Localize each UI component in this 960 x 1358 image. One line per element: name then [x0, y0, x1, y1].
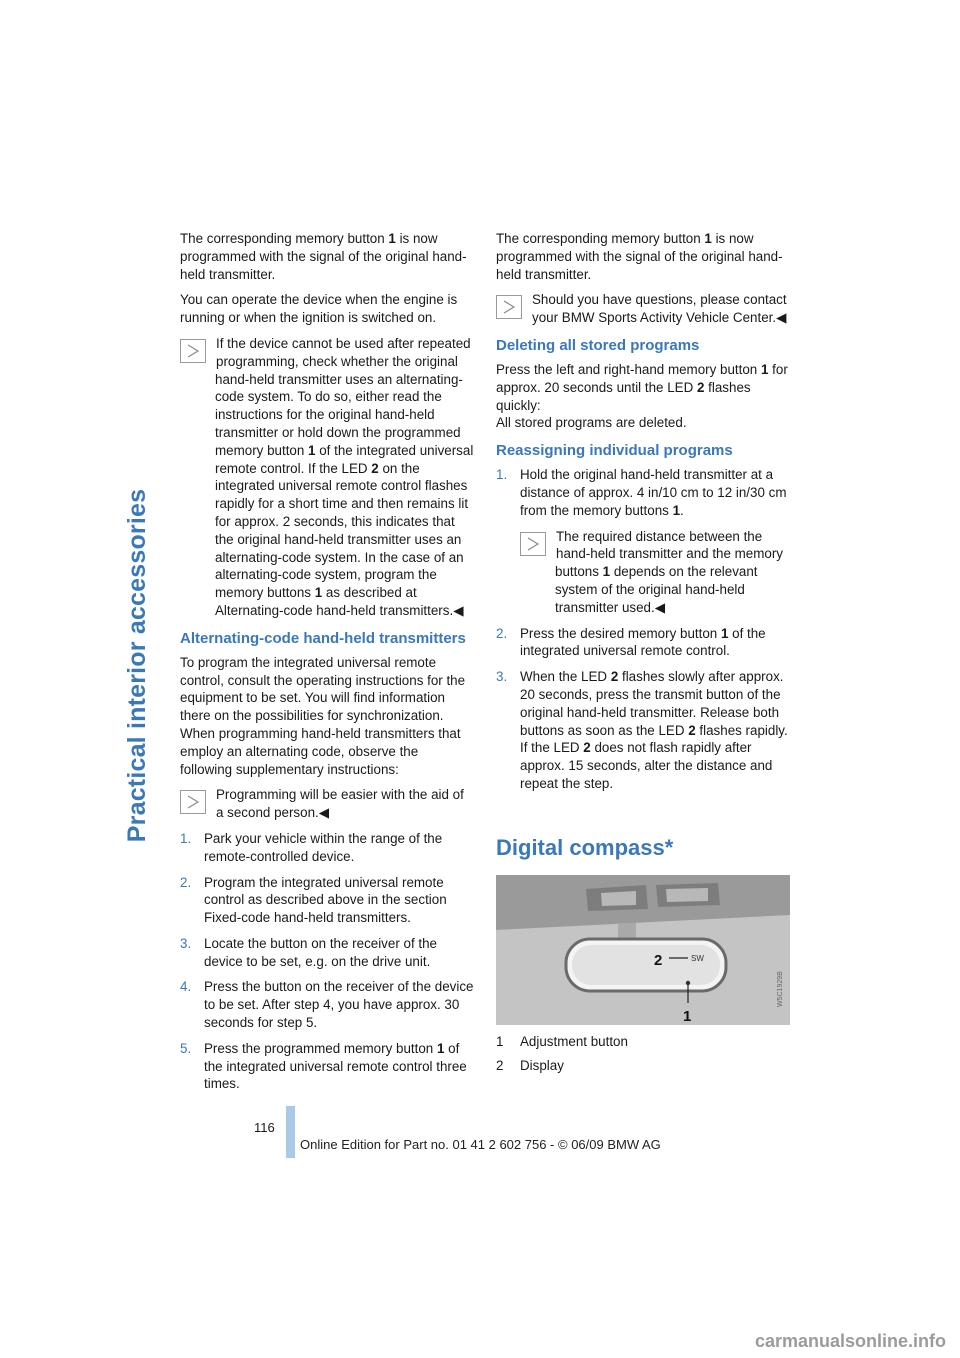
- right-note-2: [520, 528, 790, 617]
- note-icon: [496, 295, 522, 319]
- step-text: Press the desired memory button 1 of the integrated universal remote control.: [520, 625, 766, 659]
- note-icon: [180, 339, 206, 363]
- step-number: 1.: [180, 830, 192, 846]
- left-column: [180, 230, 474, 1101]
- bold-ref: ◀: [318, 805, 330, 821]
- page-number: 116: [254, 1120, 275, 1135]
- legend-row: [496, 1057, 790, 1075]
- bold-ref: ◀: [654, 599, 666, 615]
- bold-ref: 2: [696, 379, 705, 395]
- left-steps-list: [180, 830, 474, 1093]
- left-note-1: [180, 335, 474, 620]
- bold-ref: 1: [672, 502, 681, 518]
- step-number: 2.: [496, 625, 508, 641]
- bold-ref: 1: [704, 231, 712, 246]
- step-number: 3.: [180, 935, 192, 951]
- label-1: 1: [683, 1007, 692, 1025]
- step-number: 2.: [180, 874, 192, 890]
- step-number: 5.: [180, 1040, 192, 1056]
- heading-reassigning-programs: Reassigning individual programs: [496, 442, 733, 460]
- left-paragraph-1: The corresponding memory button 1 is now programmed with the signal of the original hand-held transmitter.: [180, 231, 467, 282]
- bold-ref: 2: [583, 740, 591, 756]
- right-note-1: [496, 291, 790, 327]
- legend-value: Display: [520, 1057, 564, 1073]
- bold-ref: 1: [388, 231, 396, 246]
- step-item: [180, 874, 474, 927]
- step-text: Park your vehicle within the range of the remote-controlled device.: [204, 830, 443, 864]
- step-item: [496, 668, 790, 793]
- step-item: [180, 1040, 474, 1093]
- legend-key: 1: [496, 1033, 504, 1049]
- right-step-1: [496, 466, 790, 519]
- label-2: 2: [654, 951, 663, 969]
- bold-ref: 1: [308, 442, 316, 458]
- right-column: [496, 230, 790, 1080]
- bold-ref: ◀: [776, 310, 787, 326]
- bold-ref: 2: [371, 460, 379, 476]
- bold-ref: 2: [688, 722, 696, 738]
- side-title-text: Practical interior accessories: [123, 488, 152, 842]
- right-paragraph-3: All stored programs are deleted.: [496, 415, 687, 431]
- section-side-title: [118, 230, 158, 1100]
- right-steps-list-b: [496, 625, 790, 793]
- heading-alternating-code: Alternating-code hand-held transmitters: [180, 629, 466, 647]
- step-text: When the LED 2 flashes slowly after approx. 20 seconds, press the transmit button of the original hand-held transmitter. Release both buttons as soon as the LED 2 flashes rapidly. If the LED 2 does not flash rapidly after approx. 15 seconds, alter the distance and repeat the step.: [520, 669, 788, 791]
- legend-row: [496, 1033, 790, 1051]
- mirror-illustration: [496, 875, 790, 1025]
- mirror-display-text: SW: [691, 953, 704, 963]
- image-legend: [496, 1033, 790, 1075]
- watermark: carmanualsonline.info: [754, 1331, 946, 1351]
- image-code: W5C1929B: [777, 970, 784, 1007]
- right-steps-list-a: [496, 466, 790, 519]
- step-item: [180, 830, 474, 866]
- step-text: Locate the button on the receiver of the device to be set, e.g. on the drive unit.: [204, 935, 438, 969]
- left-paragraph-3: To program the integrated universal remote control, consult the operating instructions for the equipment to be set. You will find information there on the possibilities for synchronization.: [180, 654, 466, 724]
- right-paragraph-1: The corresponding memory button 1 is now programmed with the signal of the original hand-held transmitter.: [496, 231, 783, 282]
- legend-key: 2: [496, 1057, 504, 1073]
- step-number: 1.: [496, 467, 508, 483]
- bold-ref: 1: [720, 625, 729, 641]
- footer-accent-bar: [286, 1106, 295, 1158]
- left-note-2-text: Programming will be easier with the aid of a second person.◀: [216, 787, 464, 821]
- step-item: [496, 625, 790, 661]
- bold-ref: 1: [602, 564, 611, 580]
- step-text: Press the programmed memory button 1 of the integrated universal remote control three times.: [204, 1040, 467, 1092]
- right-paragraph-2: Press the left and right-hand memory button 1 for approx. 20 seconds until the LED 2 flashes quickly:: [496, 361, 788, 413]
- rearview-mirror-image: [496, 875, 790, 1025]
- step-number: 4.: [180, 979, 192, 995]
- step-item: [180, 935, 474, 971]
- heading-digital-compass: Digital compass*: [496, 834, 674, 860]
- note-icon: [520, 532, 546, 556]
- bold-ref: 1: [314, 585, 323, 601]
- left-note-2: [180, 786, 474, 822]
- step-item: [180, 978, 474, 1031]
- step-text: Program the integrated universal remote control as described above in the section Fixed-code hand-held transmitters.: [204, 874, 447, 926]
- right-step-1-text: Hold the original hand-held transmitter at a distance of approx. 4 in/10 cm to 12 in/30 cm from the memory buttons 1.: [520, 467, 787, 518]
- bold-ref: ◀: [453, 602, 464, 618]
- right-note-2-text: The required distance between the hand-held transmitter and the memory buttons 1 depends on the relevant system of the original hand-held transmitter used.◀: [555, 528, 784, 615]
- bold-ref: 1: [760, 361, 769, 377]
- footer-edition-text: Online Edition for Part no. 01 41 2 602 756 - © 06/09 BMW AG: [300, 1137, 661, 1152]
- right-note-1-text: Should you have questions, please contact your BMW Sports Activity Vehicle Center.◀: [532, 292, 787, 326]
- left-paragraph-4: When programming hand-held transmitters that employ an alternating code, observe the following supplementary instructions:: [180, 725, 461, 777]
- bold-ref: 1: [436, 1040, 445, 1056]
- note-icon: [180, 790, 206, 814]
- left-paragraph-2: You can operate the device when the engine is running or when the ignition is switched on.: [180, 292, 458, 326]
- step-number: 3.: [496, 669, 508, 685]
- heading-deleting-programs: Deleting all stored programs: [496, 336, 700, 354]
- bold-ref: 2: [610, 669, 619, 685]
- left-note-1-text: If the device cannot be used after repeated programming, check whether the original hand-held transmitter uses an alternating-code system. To do so, either read the instructions for the original hand-held transmitter or hold down the programmed memory button 1 of the integrated universal remote control. If the LED 2 on the integrated universal remote control flashes rapidly for a short time and then remains lit for approx. 2 seconds, this indicates that the original hand-held transmitter uses an alternating-code system. In the case of an alternating-code system, program the memory buttons 1 as described at Alternating-code hand-held transmitters.◀: [215, 335, 474, 618]
- step-text: Press the button on the receiver of the device to be set. After step 4, you have approx. 30 seconds for step 5.: [204, 979, 474, 1031]
- legend-value: Adjustment button: [520, 1033, 628, 1049]
